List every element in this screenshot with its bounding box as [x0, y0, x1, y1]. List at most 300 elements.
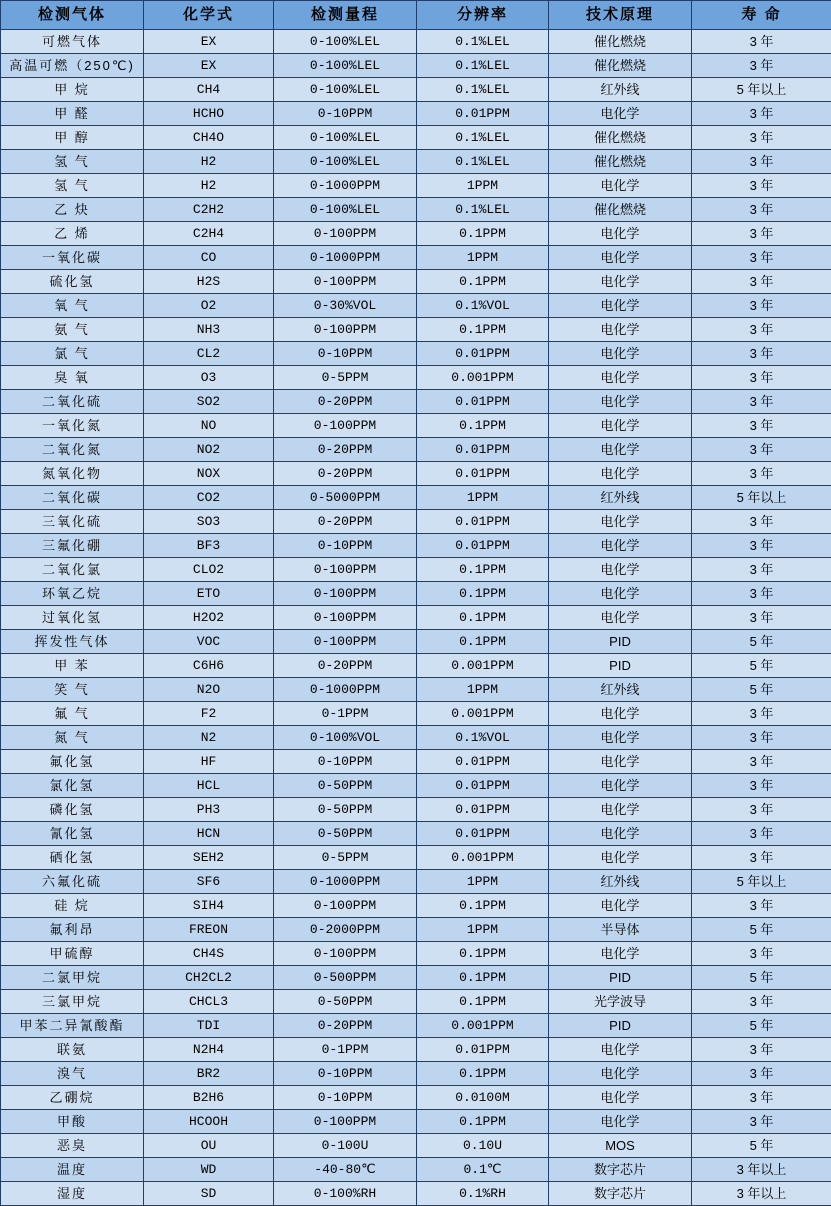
cell-resolution: 0.0100M [417, 1086, 549, 1110]
cell-principle: 红外线 [549, 78, 692, 102]
table-row [1, 654, 831, 678]
cell-resolution: 0.01PPM [417, 438, 549, 462]
table-row [1, 414, 831, 438]
table-row [1, 222, 831, 246]
cell-gas: 恶臭 [1, 1134, 144, 1158]
cell-gas: 甲 醇 [1, 126, 144, 150]
table-row [1, 1086, 831, 1110]
cell-formula: H2 [144, 174, 274, 198]
cell-formula: O2 [144, 294, 274, 318]
table-row [1, 438, 831, 462]
table-row [1, 606, 831, 630]
cell-lifetime: 3 年 [692, 822, 831, 846]
cell-gas: 氢 气 [1, 174, 144, 198]
cell-principle: 电化学 [549, 438, 692, 462]
cell-range: 0-100PPM [274, 942, 417, 966]
cell-formula: N2H4 [144, 1038, 274, 1062]
cell-lifetime: 3 年以上 [692, 1182, 831, 1206]
cell-resolution: 0.1PPM [417, 894, 549, 918]
cell-resolution: 1PPM [417, 918, 549, 942]
cell-formula: HCL [144, 774, 274, 798]
cell-resolution: 0.1PPM [417, 414, 549, 438]
table-row [1, 102, 831, 126]
cell-resolution: 0.1PPM [417, 1062, 549, 1086]
cell-range: 0-100PPM [274, 318, 417, 342]
cell-range: 0-2000PPM [274, 918, 417, 942]
cell-principle: 电化学 [549, 582, 692, 606]
cell-resolution: 0.1PPM [417, 582, 549, 606]
cell-formula: SIH4 [144, 894, 274, 918]
cell-gas: 三氟化硼 [1, 534, 144, 558]
cell-formula: C2H2 [144, 198, 274, 222]
cell-formula: TDI [144, 1014, 274, 1038]
cell-gas: 甲 烷 [1, 78, 144, 102]
cell-range: 0-100PPM [274, 630, 417, 654]
cell-gas: 硫化氢 [1, 270, 144, 294]
table-row [1, 486, 831, 510]
cell-range: -40-80℃ [274, 1158, 417, 1182]
cell-range: 0-10PPM [274, 534, 417, 558]
cell-resolution: 0.01PPM [417, 390, 549, 414]
cell-principle: 电化学 [549, 1038, 692, 1062]
cell-principle: 电化学 [549, 1110, 692, 1134]
table-row [1, 726, 831, 750]
cell-lifetime: 3 年 [692, 294, 831, 318]
table-row [1, 558, 831, 582]
cell-formula: HCHO [144, 102, 274, 126]
column-header-principle: 技术原理 [549, 1, 692, 30]
cell-principle: 电化学 [549, 246, 692, 270]
cell-resolution: 1PPM [417, 678, 549, 702]
cell-lifetime: 3 年 [692, 102, 831, 126]
cell-range: 0-100%LEL [274, 54, 417, 78]
cell-formula: HCN [144, 822, 274, 846]
cell-formula: CH2CL2 [144, 966, 274, 990]
table-row [1, 294, 831, 318]
cell-resolution: 0.1PPM [417, 1110, 549, 1134]
table-row [1, 318, 831, 342]
cell-formula: BR2 [144, 1062, 274, 1086]
cell-lifetime: 3 年 [692, 798, 831, 822]
cell-formula: H2S [144, 270, 274, 294]
cell-gas: 挥发性气体 [1, 630, 144, 654]
cell-range: 0-10PPM [274, 342, 417, 366]
cell-principle: 电化学 [549, 822, 692, 846]
cell-resolution: 0.1PPM [417, 270, 549, 294]
cell-range: 0-100PPM [274, 894, 417, 918]
cell-lifetime: 3 年 [692, 942, 831, 966]
table-row [1, 54, 831, 78]
cell-lifetime: 5 年 [692, 918, 831, 942]
cell-principle: 电化学 [549, 726, 692, 750]
cell-lifetime: 3 年 [692, 702, 831, 726]
cell-principle: 电化学 [549, 606, 692, 630]
cell-lifetime: 5 年以上 [692, 870, 831, 894]
cell-principle: 光学波导 [549, 990, 692, 1014]
table-row [1, 1014, 831, 1038]
cell-range: 0-100%LEL [274, 30, 417, 54]
cell-formula: H2 [144, 150, 274, 174]
table-row [1, 1158, 831, 1182]
cell-principle: 电化学 [549, 1062, 692, 1086]
cell-principle: PID [549, 630, 692, 654]
cell-gas: 一氧化氮 [1, 414, 144, 438]
cell-range: 0-1PPM [274, 702, 417, 726]
cell-formula: BF3 [144, 534, 274, 558]
cell-resolution: 0.1%RH [417, 1182, 549, 1206]
cell-lifetime: 5 年以上 [692, 78, 831, 102]
cell-lifetime: 3 年 [692, 414, 831, 438]
cell-gas: 甲 醛 [1, 102, 144, 126]
cell-resolution: 0.001PPM [417, 366, 549, 390]
cell-resolution: 0.01PPM [417, 798, 549, 822]
cell-resolution: 0.001PPM [417, 1014, 549, 1038]
table-row [1, 342, 831, 366]
cell-lifetime: 3 年 [692, 750, 831, 774]
cell-formula: N2O [144, 678, 274, 702]
cell-lifetime: 3 年以上 [692, 1158, 831, 1182]
cell-principle: 电化学 [549, 270, 692, 294]
table-row [1, 462, 831, 486]
table-row [1, 678, 831, 702]
cell-formula: CH4O [144, 126, 274, 150]
cell-resolution: 0.10U [417, 1134, 549, 1158]
table-row [1, 198, 831, 222]
table-row [1, 990, 831, 1014]
cell-principle: 电化学 [549, 942, 692, 966]
cell-formula: F2 [144, 702, 274, 726]
cell-formula: FREON [144, 918, 274, 942]
cell-range: 0-100PPM [274, 270, 417, 294]
cell-gas: 乙 炔 [1, 198, 144, 222]
cell-gas: 温度 [1, 1158, 144, 1182]
table-row [1, 246, 831, 270]
cell-formula: CL2 [144, 342, 274, 366]
cell-lifetime: 5 年 [692, 630, 831, 654]
cell-range: 0-100%LEL [274, 126, 417, 150]
cell-range: 0-100U [274, 1134, 417, 1158]
cell-lifetime: 3 年 [692, 246, 831, 270]
cell-principle: 电化学 [549, 222, 692, 246]
cell-principle: 数字芯片 [549, 1158, 692, 1182]
cell-principle: 半导体 [549, 918, 692, 942]
cell-range: 0-100PPM [274, 582, 417, 606]
cell-lifetime: 3 年 [692, 582, 831, 606]
cell-gas: 乙 烯 [1, 222, 144, 246]
table-row [1, 270, 831, 294]
cell-gas: 二氧化碳 [1, 486, 144, 510]
cell-range: 0-50PPM [274, 774, 417, 798]
cell-range: 0-50PPM [274, 798, 417, 822]
table-row [1, 798, 831, 822]
cell-resolution: 0.1PPM [417, 966, 549, 990]
cell-principle: 电化学 [549, 798, 692, 822]
column-header-range: 检测量程 [274, 1, 417, 30]
cell-lifetime: 5 年 [692, 654, 831, 678]
cell-lifetime: 3 年 [692, 1062, 831, 1086]
cell-gas: 氟利昂 [1, 918, 144, 942]
cell-principle: 电化学 [549, 846, 692, 870]
cell-principle: 电化学 [549, 294, 692, 318]
cell-principle: 电化学 [549, 774, 692, 798]
table-row [1, 126, 831, 150]
cell-resolution: 0.1%LEL [417, 54, 549, 78]
table-row [1, 1038, 831, 1062]
cell-resolution: 0.1%VOL [417, 294, 549, 318]
cell-principle: 电化学 [549, 414, 692, 438]
cell-range: 0-100%LEL [274, 78, 417, 102]
cell-formula: NO2 [144, 438, 274, 462]
cell-principle: 催化燃烧 [549, 30, 692, 54]
cell-lifetime: 3 年 [692, 30, 831, 54]
column-header-lifetime: 寿 命 [692, 1, 831, 30]
table-row [1, 582, 831, 606]
cell-resolution: 1PPM [417, 486, 549, 510]
cell-resolution: 0.001PPM [417, 702, 549, 726]
cell-formula: NH3 [144, 318, 274, 342]
cell-resolution: 0.01PPM [417, 1038, 549, 1062]
cell-lifetime: 5 年 [692, 1014, 831, 1038]
table-row [1, 150, 831, 174]
cell-gas: 氯 气 [1, 342, 144, 366]
cell-formula: SEH2 [144, 846, 274, 870]
cell-lifetime: 3 年 [692, 222, 831, 246]
cell-resolution: 0.1%LEL [417, 30, 549, 54]
cell-resolution: 1PPM [417, 870, 549, 894]
cell-resolution: 0.001PPM [417, 654, 549, 678]
cell-formula: CHCL3 [144, 990, 274, 1014]
cell-lifetime: 3 年 [692, 558, 831, 582]
cell-principle: 催化燃烧 [549, 54, 692, 78]
table-row [1, 1110, 831, 1134]
cell-principle: 电化学 [549, 174, 692, 198]
cell-range: 0-100PPM [274, 606, 417, 630]
cell-gas: 硅 烷 [1, 894, 144, 918]
cell-resolution: 0.1℃ [417, 1158, 549, 1182]
cell-lifetime: 5 年以上 [692, 486, 831, 510]
cell-gas: 氮 气 [1, 726, 144, 750]
cell-range: 0-1000PPM [274, 246, 417, 270]
cell-formula: H2O2 [144, 606, 274, 630]
cell-formula: NO [144, 414, 274, 438]
cell-gas: 环氧乙烷 [1, 582, 144, 606]
cell-range: 0-10PPM [274, 102, 417, 126]
cell-gas: 笑 气 [1, 678, 144, 702]
cell-lifetime: 3 年 [692, 438, 831, 462]
cell-gas: 氟 气 [1, 702, 144, 726]
cell-lifetime: 3 年 [692, 1038, 831, 1062]
table-row [1, 390, 831, 414]
cell-lifetime: 3 年 [692, 846, 831, 870]
cell-range: 0-100%RH [274, 1182, 417, 1206]
cell-range: 0-100%VOL [274, 726, 417, 750]
table-row [1, 78, 831, 102]
cell-lifetime: 3 年 [692, 510, 831, 534]
cell-principle: 红外线 [549, 486, 692, 510]
cell-range: 0-10PPM [274, 1086, 417, 1110]
cell-range: 0-1000PPM [274, 870, 417, 894]
cell-gas: 氨 气 [1, 318, 144, 342]
table-row [1, 870, 831, 894]
cell-lifetime: 3 年 [692, 270, 831, 294]
cell-resolution: 0.1%VOL [417, 726, 549, 750]
cell-lifetime: 3 年 [692, 462, 831, 486]
table-body [1, 30, 831, 1206]
cell-formula: O3 [144, 366, 274, 390]
cell-formula: CO2 [144, 486, 274, 510]
table-row [1, 534, 831, 558]
cell-lifetime: 3 年 [692, 126, 831, 150]
cell-resolution: 1PPM [417, 174, 549, 198]
cell-formula: SO3 [144, 510, 274, 534]
cell-gas: 氧 气 [1, 294, 144, 318]
cell-formula: C6H6 [144, 654, 274, 678]
cell-resolution: 0.1%LEL [417, 126, 549, 150]
table-row [1, 510, 831, 534]
table-row [1, 750, 831, 774]
table-row [1, 1134, 831, 1158]
cell-principle: 红外线 [549, 870, 692, 894]
cell-lifetime: 3 年 [692, 198, 831, 222]
cell-formula: CLO2 [144, 558, 274, 582]
cell-resolution: 0.01PPM [417, 822, 549, 846]
cell-gas: 二氧化氯 [1, 558, 144, 582]
cell-resolution: 0.1PPM [417, 942, 549, 966]
cell-formula: CH4S [144, 942, 274, 966]
table-row [1, 846, 831, 870]
cell-resolution: 1PPM [417, 246, 549, 270]
cell-formula: EX [144, 30, 274, 54]
cell-range: 0-100PPM [274, 558, 417, 582]
cell-principle: 电化学 [549, 894, 692, 918]
cell-resolution: 0.01PPM [417, 102, 549, 126]
cell-gas: 氢 气 [1, 150, 144, 174]
cell-gas: 氮氧化物 [1, 462, 144, 486]
cell-resolution: 0.1PPM [417, 222, 549, 246]
table-row [1, 366, 831, 390]
cell-principle: 电化学 [549, 510, 692, 534]
cell-principle: 电化学 [549, 534, 692, 558]
cell-principle: 电化学 [549, 558, 692, 582]
cell-principle: PID [549, 1014, 692, 1038]
cell-range: 0-100%LEL [274, 150, 417, 174]
cell-lifetime: 3 年 [692, 1086, 831, 1110]
cell-lifetime: 3 年 [692, 726, 831, 750]
cell-principle: 电化学 [549, 102, 692, 126]
cell-gas: 甲 苯 [1, 654, 144, 678]
cell-lifetime: 3 年 [692, 606, 831, 630]
cell-gas: 三氧化硫 [1, 510, 144, 534]
column-header-gas: 检测气体 [1, 1, 144, 30]
cell-gas: 三氯甲烷 [1, 990, 144, 1014]
cell-formula: NOX [144, 462, 274, 486]
cell-lifetime: 3 年 [692, 990, 831, 1014]
cell-range: 0-30%VOL [274, 294, 417, 318]
cell-gas: 一氧化碳 [1, 246, 144, 270]
cell-principle: 电化学 [549, 342, 692, 366]
cell-gas: 氟化氢 [1, 750, 144, 774]
cell-resolution: 0.01PPM [417, 774, 549, 798]
cell-gas: 溴气 [1, 1062, 144, 1086]
table-row [1, 774, 831, 798]
cell-formula: CO [144, 246, 274, 270]
cell-resolution: 0.1PPM [417, 558, 549, 582]
cell-range: 0-5000PPM [274, 486, 417, 510]
cell-gas: 湿度 [1, 1182, 144, 1206]
table-row [1, 1062, 831, 1086]
cell-principle: 电化学 [549, 702, 692, 726]
cell-formula: VOC [144, 630, 274, 654]
cell-lifetime: 5 年 [692, 1134, 831, 1158]
cell-resolution: 0.001PPM [417, 846, 549, 870]
cell-gas: 可燃气体 [1, 30, 144, 54]
cell-resolution: 0.1%LEL [417, 78, 549, 102]
cell-resolution: 0.1PPM [417, 606, 549, 630]
cell-resolution: 0.01PPM [417, 750, 549, 774]
column-header-resolution: 分辨率 [417, 1, 549, 30]
cell-formula: OU [144, 1134, 274, 1158]
cell-formula: WD [144, 1158, 274, 1182]
cell-principle: 催化燃烧 [549, 126, 692, 150]
cell-gas: 甲酸 [1, 1110, 144, 1134]
cell-range: 0-10PPM [274, 1062, 417, 1086]
cell-principle: 催化燃烧 [549, 198, 692, 222]
cell-lifetime: 5 年 [692, 678, 831, 702]
cell-resolution: 0.1PPM [417, 630, 549, 654]
cell-range: 0-20PPM [274, 654, 417, 678]
table-row [1, 1182, 831, 1206]
cell-gas: 过氧化氢 [1, 606, 144, 630]
table-row [1, 966, 831, 990]
cell-lifetime: 3 年 [692, 174, 831, 198]
cell-principle: PID [549, 654, 692, 678]
cell-range: 0-100PPM [274, 1110, 417, 1134]
cell-formula: EX [144, 54, 274, 78]
table-row [1, 702, 831, 726]
cell-resolution: 0.1%LEL [417, 198, 549, 222]
cell-range: 0-20PPM [274, 438, 417, 462]
cell-range: 0-50PPM [274, 822, 417, 846]
table-row [1, 174, 831, 198]
cell-gas: 六氟化硫 [1, 870, 144, 894]
cell-lifetime: 3 年 [692, 894, 831, 918]
cell-range: 0-20PPM [274, 390, 417, 414]
cell-gas: 二氧化硫 [1, 390, 144, 414]
cell-lifetime: 3 年 [692, 390, 831, 414]
cell-lifetime: 3 年 [692, 366, 831, 390]
cell-range: 0-5PPM [274, 366, 417, 390]
cell-resolution: 0.01PPM [417, 534, 549, 558]
cell-principle: 电化学 [549, 1086, 692, 1110]
table-row [1, 918, 831, 942]
table-row [1, 822, 831, 846]
cell-formula: C2H4 [144, 222, 274, 246]
table-row [1, 942, 831, 966]
cell-gas: 氰化氢 [1, 822, 144, 846]
cell-range: 0-1000PPM [274, 174, 417, 198]
cell-formula: PH3 [144, 798, 274, 822]
cell-formula: HF [144, 750, 274, 774]
cell-range: 0-20PPM [274, 510, 417, 534]
cell-principle: 催化燃烧 [549, 150, 692, 174]
cell-range: 0-10PPM [274, 750, 417, 774]
cell-range: 0-1000PPM [274, 678, 417, 702]
cell-gas: 二氯甲烷 [1, 966, 144, 990]
cell-lifetime: 3 年 [692, 150, 831, 174]
cell-principle: 电化学 [549, 462, 692, 486]
cell-principle: 红外线 [549, 678, 692, 702]
cell-range: 0-100PPM [274, 414, 417, 438]
